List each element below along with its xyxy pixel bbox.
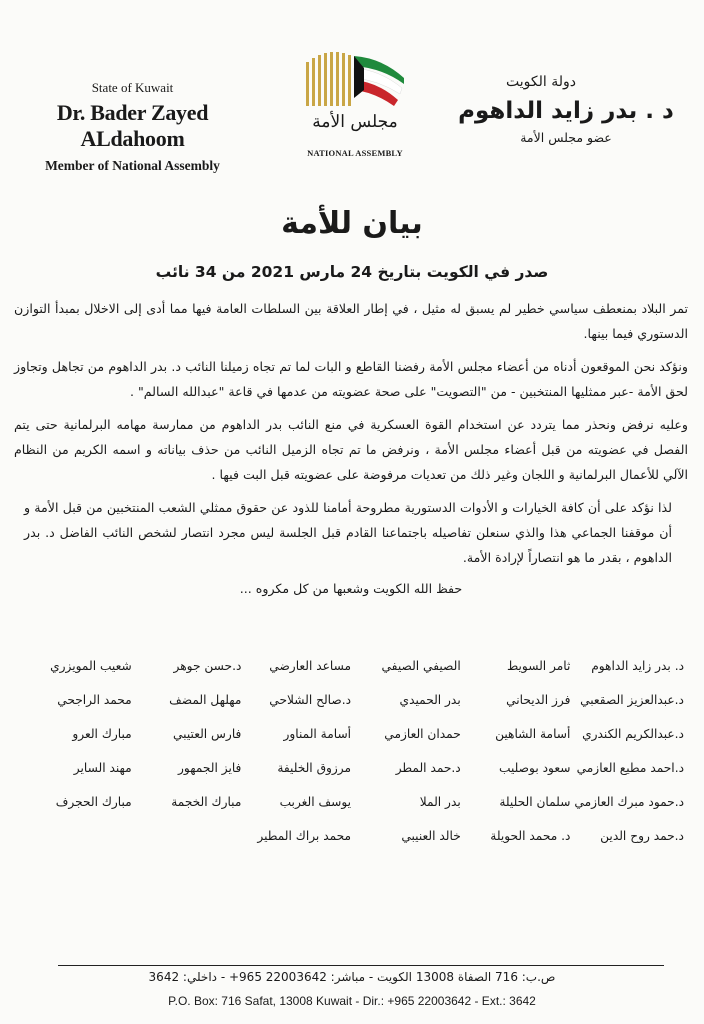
statement-body: [14, 296, 688, 609]
signatory-name: د. بدر زايد الداهوم: [591, 659, 684, 673]
logo-arabic-name: مجلس الأمة: [312, 112, 398, 132]
signatory-name: شعيب المويزري: [50, 659, 132, 673]
statement-subtitle: صدر في الكويت بتاريخ 24 مارس 2021 من 34 نائب: [155, 263, 549, 281]
footer-address-ar: ص.ب: 716 الصفاة 13008 الكويت - مباشر: 22003642 965+ - داخلي: 3642: [148, 970, 556, 984]
signatory-name: د.حمود مبرك العازمي: [574, 795, 684, 809]
signatory-name: محمد الراجحي: [57, 693, 132, 707]
signatory-name: خالد العنيبي: [401, 829, 461, 843]
signatory-name: مهند الساير: [73, 761, 132, 775]
signatory-name: سلمان الحليلة: [499, 795, 571, 809]
signatory-name: أسامة المناور: [283, 727, 352, 741]
signatory-name: محمد براك المطير: [257, 829, 352, 843]
signatory-name: مبارك العرو: [72, 727, 132, 741]
statement-title: بيان للأمة: [281, 206, 423, 241]
state-label-en: State of Kuwait: [91, 80, 174, 95]
signatory-name: ثامر السويط: [506, 659, 571, 673]
signatory-name: فارس العتيبي: [173, 727, 242, 741]
signatory-name: د.حسن جوهر: [173, 659, 242, 673]
paragraph-4: لذا نؤكد على أن كافة الخيارات و الأدوات الدستورية مطروحة أمامنا للذود عن حقوق ممثلي الشعب المنتخبين من قبل الأمة و أن موقفنا الجماعي هذا والذي سنعلن تفاصيله باجتماعنا القادم قبل الجلسة ليس مجرد انتصار لشخص النائب الفاضل د. بدر الداهوم ، بقدر ما هو انتصاراً لإرادة الأمة.: [24, 500, 672, 565]
signatory-name: أسامة الشاهين: [495, 727, 571, 741]
paragraph-2: ونؤكد نحن الموقعون أدناه من أعضاء مجلس الأمة رفضنا القاطع و البات لما تم تجاه زميلنا النائب د. بدر الداهوم من تجاهل وتجاوز لحق الأمة -عبر ممثليها المنتخبين - من "التصويت" على صحة عضويته من عدمها في قاعة "عبدالله السالم" .: [14, 359, 688, 399]
footer-address-en: P.O. Box: 716 Safat, 13008 Kuwait - Dir.: +965 22003642 - Ext.: 3642: [168, 994, 536, 1008]
assembly-emblem-icon: [290, 48, 420, 114]
signatory-name: د.عبدالكريم الكندري: [582, 727, 684, 741]
signatory-name: د.عبدالعزيز الصقعبي: [580, 693, 684, 707]
signatory-name: بدر الحميدي: [399, 693, 461, 707]
signatory-name: د.صالح الشلاحي: [269, 693, 352, 707]
signatory-name: د.حمد روح الدين: [600, 829, 684, 843]
letterhead-english: [10, 80, 255, 174]
signatory-name: د.احمد مطيع العازمي: [576, 761, 684, 775]
signatory-name: بدر الملا: [419, 795, 461, 809]
signatory-name: د. محمد الحويلة: [490, 829, 571, 843]
signatory-name: سعود بوصليب: [499, 761, 571, 775]
mp-name-ar: د . بدر زايد الداهوم: [458, 98, 674, 124]
state-label-ar: دولة الكويت: [506, 74, 576, 90]
paragraph-1: تمر البلاد بمنعطف سياسي خطير لم يسبق له مثيل ، في إطار العلاقة بين السلطات العامة فيها مما أدى إلى الاخلال بمبدأ التوازن الدستوري فيما بينها.: [14, 301, 688, 341]
signatory-name: فرز الديحاني: [506, 693, 571, 707]
signatory-name: مساعد العارضي: [269, 659, 352, 673]
signatory-name: مبارك الخجمة: [171, 795, 242, 809]
logo-english-name: NATIONAL ASSEMBLY: [307, 148, 403, 158]
signatories-list: [26, 654, 684, 849]
paragraph-3: وعليه نرفض ونحذر مما يتردد عن استخدام القوة العسكرية في منع النائب بدر الداهوم من ممارسة مهامه البرلمانية حتى يتم الفصل في عضويته من قبل أعضاء مجلس الأمة ، ونرفض ما تم تجاه الزميل النائب من حذف بياناته و اسمه الكريم من النظام الآلي للأعمال البرلمانية و اللجان وغير ذلك من تعديات مرفوضة على عضويته قبل البت فيها .: [14, 417, 688, 482]
mp-role-en: Member of National Assembly: [45, 158, 220, 173]
signatory-name: حمدان العازمي: [384, 727, 461, 741]
signatory-name: د.حمد المطر: [395, 761, 461, 775]
mp-name-en: Dr. Bader Zayed ALdahoom: [56, 100, 209, 151]
signatory-name: الصيفي الصيفي: [381, 659, 461, 673]
closing-line: حفظ الله الكويت وشعبها من كل مكروه ...: [239, 581, 463, 596]
signatory-name: مبارك الحجرف: [55, 795, 132, 809]
signatory-name: مهلهل المضف: [169, 693, 242, 707]
mp-role-ar: عضو مجلس الأمة: [520, 130, 612, 145]
signatory-name: يوسف الغربب: [279, 795, 352, 809]
letterhead-arabic: [446, 74, 686, 145]
signatory-name: مرزوق الخليفة: [277, 761, 352, 775]
footer-divider: [58, 965, 664, 966]
signatory-name: فايز الجمهور: [178, 761, 242, 775]
national-assembly-logo: [290, 48, 420, 164]
